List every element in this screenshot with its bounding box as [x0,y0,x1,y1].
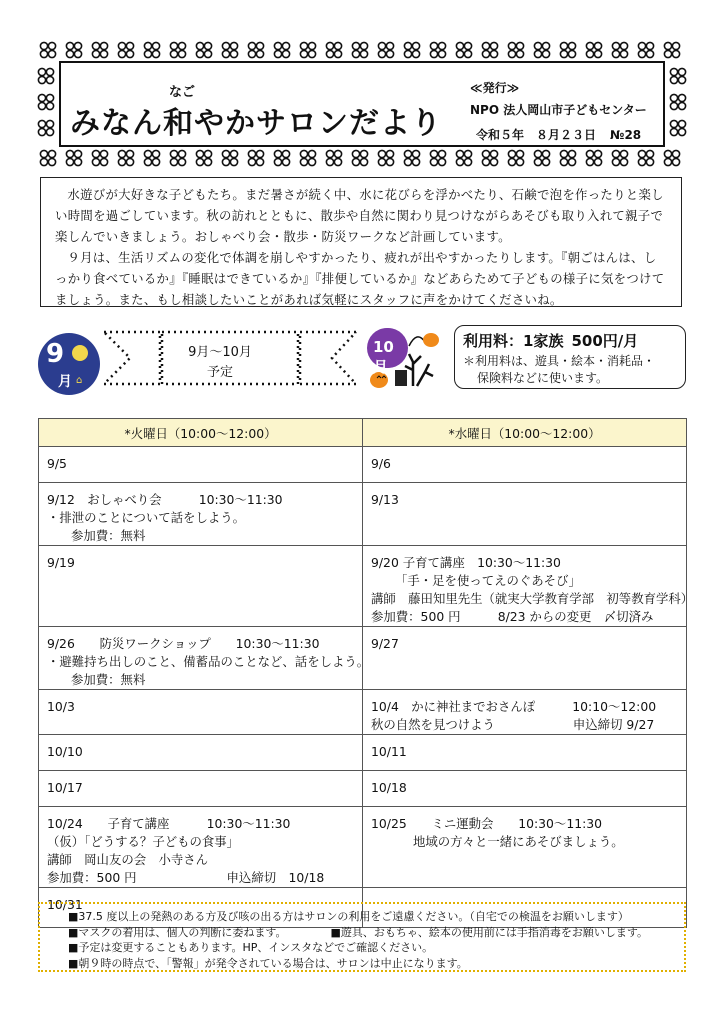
cell-text: 9/6 [371,456,391,471]
note-line [68,925,684,941]
cell-text: 10/11 [371,744,407,759]
note-text: ■マスクの着用は、個人の判断に委ねます。 [68,925,287,939]
cell-text: 講師 藤田知里先生（就実大学教育学部 初等教育学科） [371,591,694,606]
cell-text: 10/4 かに神社までおさんぽ 10:10～12:00 [371,699,657,714]
wednesday-header: *水曜日（10:00～12:00） [363,419,687,447]
cell-text: 地域の方々と一緒にあそびましょう。 [413,834,624,849]
table-cell [363,627,687,690]
date-text: 令和５年 ８月２３日 [476,128,597,142]
title-ruby: なご [169,85,196,100]
cell-text: 10/25 ミニ運動会 10:30～11:30 [371,816,603,831]
cell-text-left: 秋の自然を見つけよう [371,717,495,732]
september-unit: 月 [58,374,72,390]
fee-note-line-1: ＊利用料は、遊具・絵本・消耗品・ [463,354,656,368]
house-icon: ⌂ [76,375,83,386]
cell-text: 参加費：無料 [71,672,146,687]
cell-text: 9/5 [47,456,67,471]
notes-box [38,902,686,972]
intro-paragraph-1: 水遊びが大好きな子どもたち。まだ暑さが続く中、水に花びらを浮かべたり、石鹸で泡を作ったりと楽しい時間を過ごしています。秋の訪れとともに、散歩や自然に関わり見つけながらあそびも取り入れて親子で楽しんでいきましょう。おしゃべり会・散歩・防災ワークなど計画しています。 [55,187,664,244]
september-badge [38,333,100,395]
table-row [39,807,687,888]
fee-title [463,330,677,351]
table-header-row [39,419,687,447]
table-cell [39,627,370,690]
table-row [39,483,687,546]
cell-text: 9/13 [371,492,399,507]
publisher-name: NPO 法人岡山市子どもセンター [470,103,647,117]
cell-text: 10/3 [47,699,75,714]
fee-note [463,353,677,387]
table-row [39,690,687,735]
table-cell [363,483,687,546]
note-text: ■遊具、おもちゃ、絵本の使用前には手指消毒をお願いします。 [330,925,649,939]
note-line: ■予定は変更することもあります。HP、インスタなどでご確認ください。 [68,941,434,954]
banner-text [168,343,272,383]
table-cell [363,690,687,735]
cell-text: 参加費：無料 [71,528,146,543]
cell-text: 10/17 [47,780,83,795]
october-label: 10月 [373,338,394,376]
cell-text: （仮）「どうする？子どもの食事」 [47,834,240,849]
table-row [39,546,687,627]
cell-text-right: 申込締切 9/27 [572,717,655,732]
publisher-label: ≪発行≫ [470,81,520,95]
moon-icon [72,345,88,361]
table-row [39,627,687,690]
cell-text: 「手・足を使ってえのぐあそび」 [395,573,581,588]
table-cell [39,483,363,546]
table-cell [39,735,363,771]
table-cell [39,690,363,735]
note-line: ■朝９時の時点で、「警報」が発令されている場合は、サロンは中止になります。 [68,956,468,970]
fee-label: 利用料：1家族 [463,332,564,350]
table-cell [363,447,687,483]
cell-text: 9/27 [371,636,399,651]
table-row [39,771,687,807]
cell-text: 9/20 子育て講座 10:30～11:30 [371,555,561,570]
table-cell [363,807,687,888]
table-cell [363,546,694,627]
page-title: みなん和やかサロンだより [70,106,442,141]
banner-line-2: 予定 [206,365,233,380]
cell-text: 10/10 [47,744,83,759]
issue-date [476,126,641,143]
cell-text: 参加費：500 円 8/23 からの変更 〆切済み [371,609,654,624]
note-line: ■37.5 度以上の発熱のある方及び咳の出る方はサロンの利用をご遠慮ください。（自宅での検温をお願いします） [68,910,629,923]
cell-text [371,716,678,734]
tuesday-header: *火曜日（10:00～12:00） [39,419,363,447]
banner-line-1: 9月～10月 [188,345,252,360]
table-cell [39,807,363,888]
cell-text-left: 参加費：500 円 [47,870,137,885]
table-cell [39,771,363,807]
table-cell [363,735,687,771]
cell-text: ・排泄のことについて話をしよう。 [47,510,246,525]
fee-box [454,325,686,389]
intro-box [40,177,682,307]
table-row [39,735,687,771]
table-cell [39,546,363,627]
cell-text: 10/31 [47,897,83,912]
table-cell [363,771,687,807]
cell-text: 講師 岡山友の会 小寺さん [47,852,209,867]
cell-text: ・避難持ち出しのこと、備蓄品のことなど、話をしよう。 [47,654,370,669]
table-row [39,447,687,483]
october-badge [368,328,408,376]
schedule-table [38,418,694,928]
cell-text: 9/26 防災ワークショップ 10:30～11:30 [47,636,320,651]
intro-paragraph-2: ９月は、生活リズムの変化で体調を崩しやすかったり、疲れが出やすかったりします。『朝ごはんは、しっかり食べているか』『睡眠はできているか』『排便しているか』などあらためて子どもの様子に気をつけてましょう。また、もし相談したいことがあれば気軽にスタッフに声をかけてくださいね。 [55,250,665,307]
cell-text: 10/18 [371,780,407,795]
cell-text-right: 申込締切 10/18 [226,870,325,885]
issue-number: №28 [610,128,642,142]
cell-text: 10/24 子育て講座 10:30～11:30 [47,816,291,831]
table-cell [39,447,363,483]
september-number: 9 [46,339,65,369]
cell-text: 9/19 [47,555,75,570]
fee-amount: 500円/月 [571,332,639,350]
cell-text [47,869,354,887]
fee-note-line-2: 保険料などに使います。 [477,371,609,385]
cell-text: 9/12 おしゃべり会 10:30～11:30 [47,492,283,507]
